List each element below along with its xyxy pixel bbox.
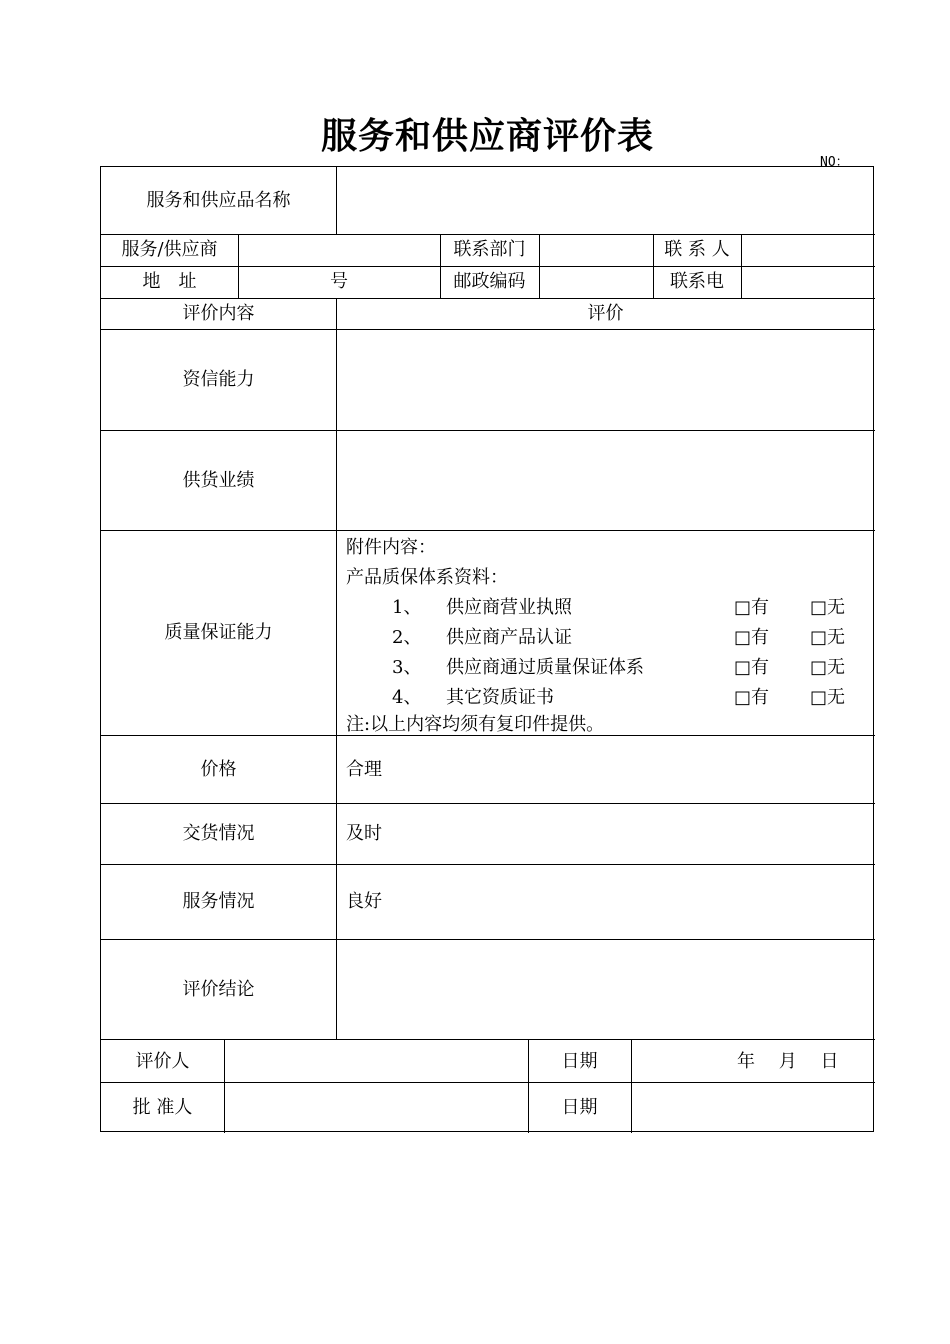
content-column-header: 评价内容 xyxy=(182,303,255,324)
checkbox-yes[interactable]: □有 xyxy=(734,627,770,648)
quality-item-text: 供应商产品认证 xyxy=(446,627,572,648)
date-label-2: 日期 xyxy=(561,1097,598,1118)
quality-item-number: 2、 xyxy=(392,627,422,648)
quality-item-number: 1、 xyxy=(392,597,422,618)
grid-line xyxy=(101,803,875,804)
grid-line xyxy=(101,234,875,235)
checkbox-no[interactable]: □无 xyxy=(810,657,846,678)
row-label-performance: 供货业绩 xyxy=(182,470,255,491)
service-value: 良好 xyxy=(346,891,382,912)
quality-item-number: 3、 xyxy=(392,657,422,678)
quality-item-number: 4、 xyxy=(392,687,422,708)
delivery-value: 及时 xyxy=(346,823,382,844)
grid-line xyxy=(224,1039,225,1133)
quality-item-text: 供应商营业执照 xyxy=(446,597,572,618)
address-number-suffix: 号 xyxy=(330,271,348,292)
grid-line xyxy=(101,266,875,267)
evaluation-column-header: 评价 xyxy=(587,303,624,324)
grid-line xyxy=(101,530,875,531)
copy-note: 注:以上内容均须有复印件提供。 xyxy=(346,714,605,735)
row-label-quality: 质量保证能力 xyxy=(164,622,273,643)
grid-line xyxy=(741,234,742,298)
product-name-label: 服务和供应品名称 xyxy=(146,190,291,211)
form-number-label: NO： xyxy=(820,155,849,170)
supplier-label: 服务/供应商 xyxy=(121,239,218,260)
grid-line xyxy=(336,167,337,234)
row-label-conclusion: 评价结论 xyxy=(182,979,255,1000)
postcode-label: 邮政编码 xyxy=(453,271,526,292)
evaluator-label: 评价人 xyxy=(135,1051,190,1072)
phone-label: 联系电 xyxy=(670,271,724,292)
date-label: 日期 xyxy=(561,1051,598,1072)
grid-line xyxy=(101,864,875,865)
grid-line xyxy=(101,1082,875,1083)
evaluation-table xyxy=(100,166,874,1132)
checkbox-no[interactable]: □无 xyxy=(810,627,846,648)
grid-line xyxy=(101,939,875,940)
grid-line xyxy=(101,430,875,431)
row-label-delivery: 交货情况 xyxy=(182,823,255,844)
checkbox-no[interactable]: □无 xyxy=(810,597,846,618)
row-label-service: 服务情况 xyxy=(182,891,255,912)
price-value: 合理 xyxy=(346,759,382,780)
dept-label: 联系部门 xyxy=(453,239,526,260)
quality-item-text: 供应商通过质量保证体系 xyxy=(446,657,644,678)
row-label-price: 价格 xyxy=(200,759,237,780)
date-value: 年 月 日 xyxy=(737,1051,839,1072)
attachment-label: 附件内容： xyxy=(346,537,436,558)
contact-label: 联 系 人 xyxy=(664,239,730,260)
row-label-credit: 资信能力 xyxy=(182,369,255,390)
grid-line xyxy=(539,234,540,298)
checkbox-yes[interactable]: □有 xyxy=(734,597,770,618)
grid-line xyxy=(631,1039,632,1133)
system-label: 产品质保体系资料： xyxy=(346,567,508,588)
checkbox-yes[interactable]: □有 xyxy=(734,657,770,678)
grid-line xyxy=(336,298,337,1039)
address-label: 地 址 xyxy=(142,271,197,292)
form-title: 服务和供应商评价表 xyxy=(320,115,654,157)
grid-line xyxy=(101,329,875,330)
checkbox-yes[interactable]: □有 xyxy=(734,687,770,708)
quality-item-text: 其它资质证书 xyxy=(446,687,554,708)
grid-line xyxy=(101,298,875,299)
grid-line xyxy=(238,234,239,298)
approver-label: 批 准人 xyxy=(132,1097,193,1118)
grid-line xyxy=(101,735,875,736)
grid-line xyxy=(101,1039,875,1040)
checkbox-no[interactable]: □无 xyxy=(810,687,846,708)
